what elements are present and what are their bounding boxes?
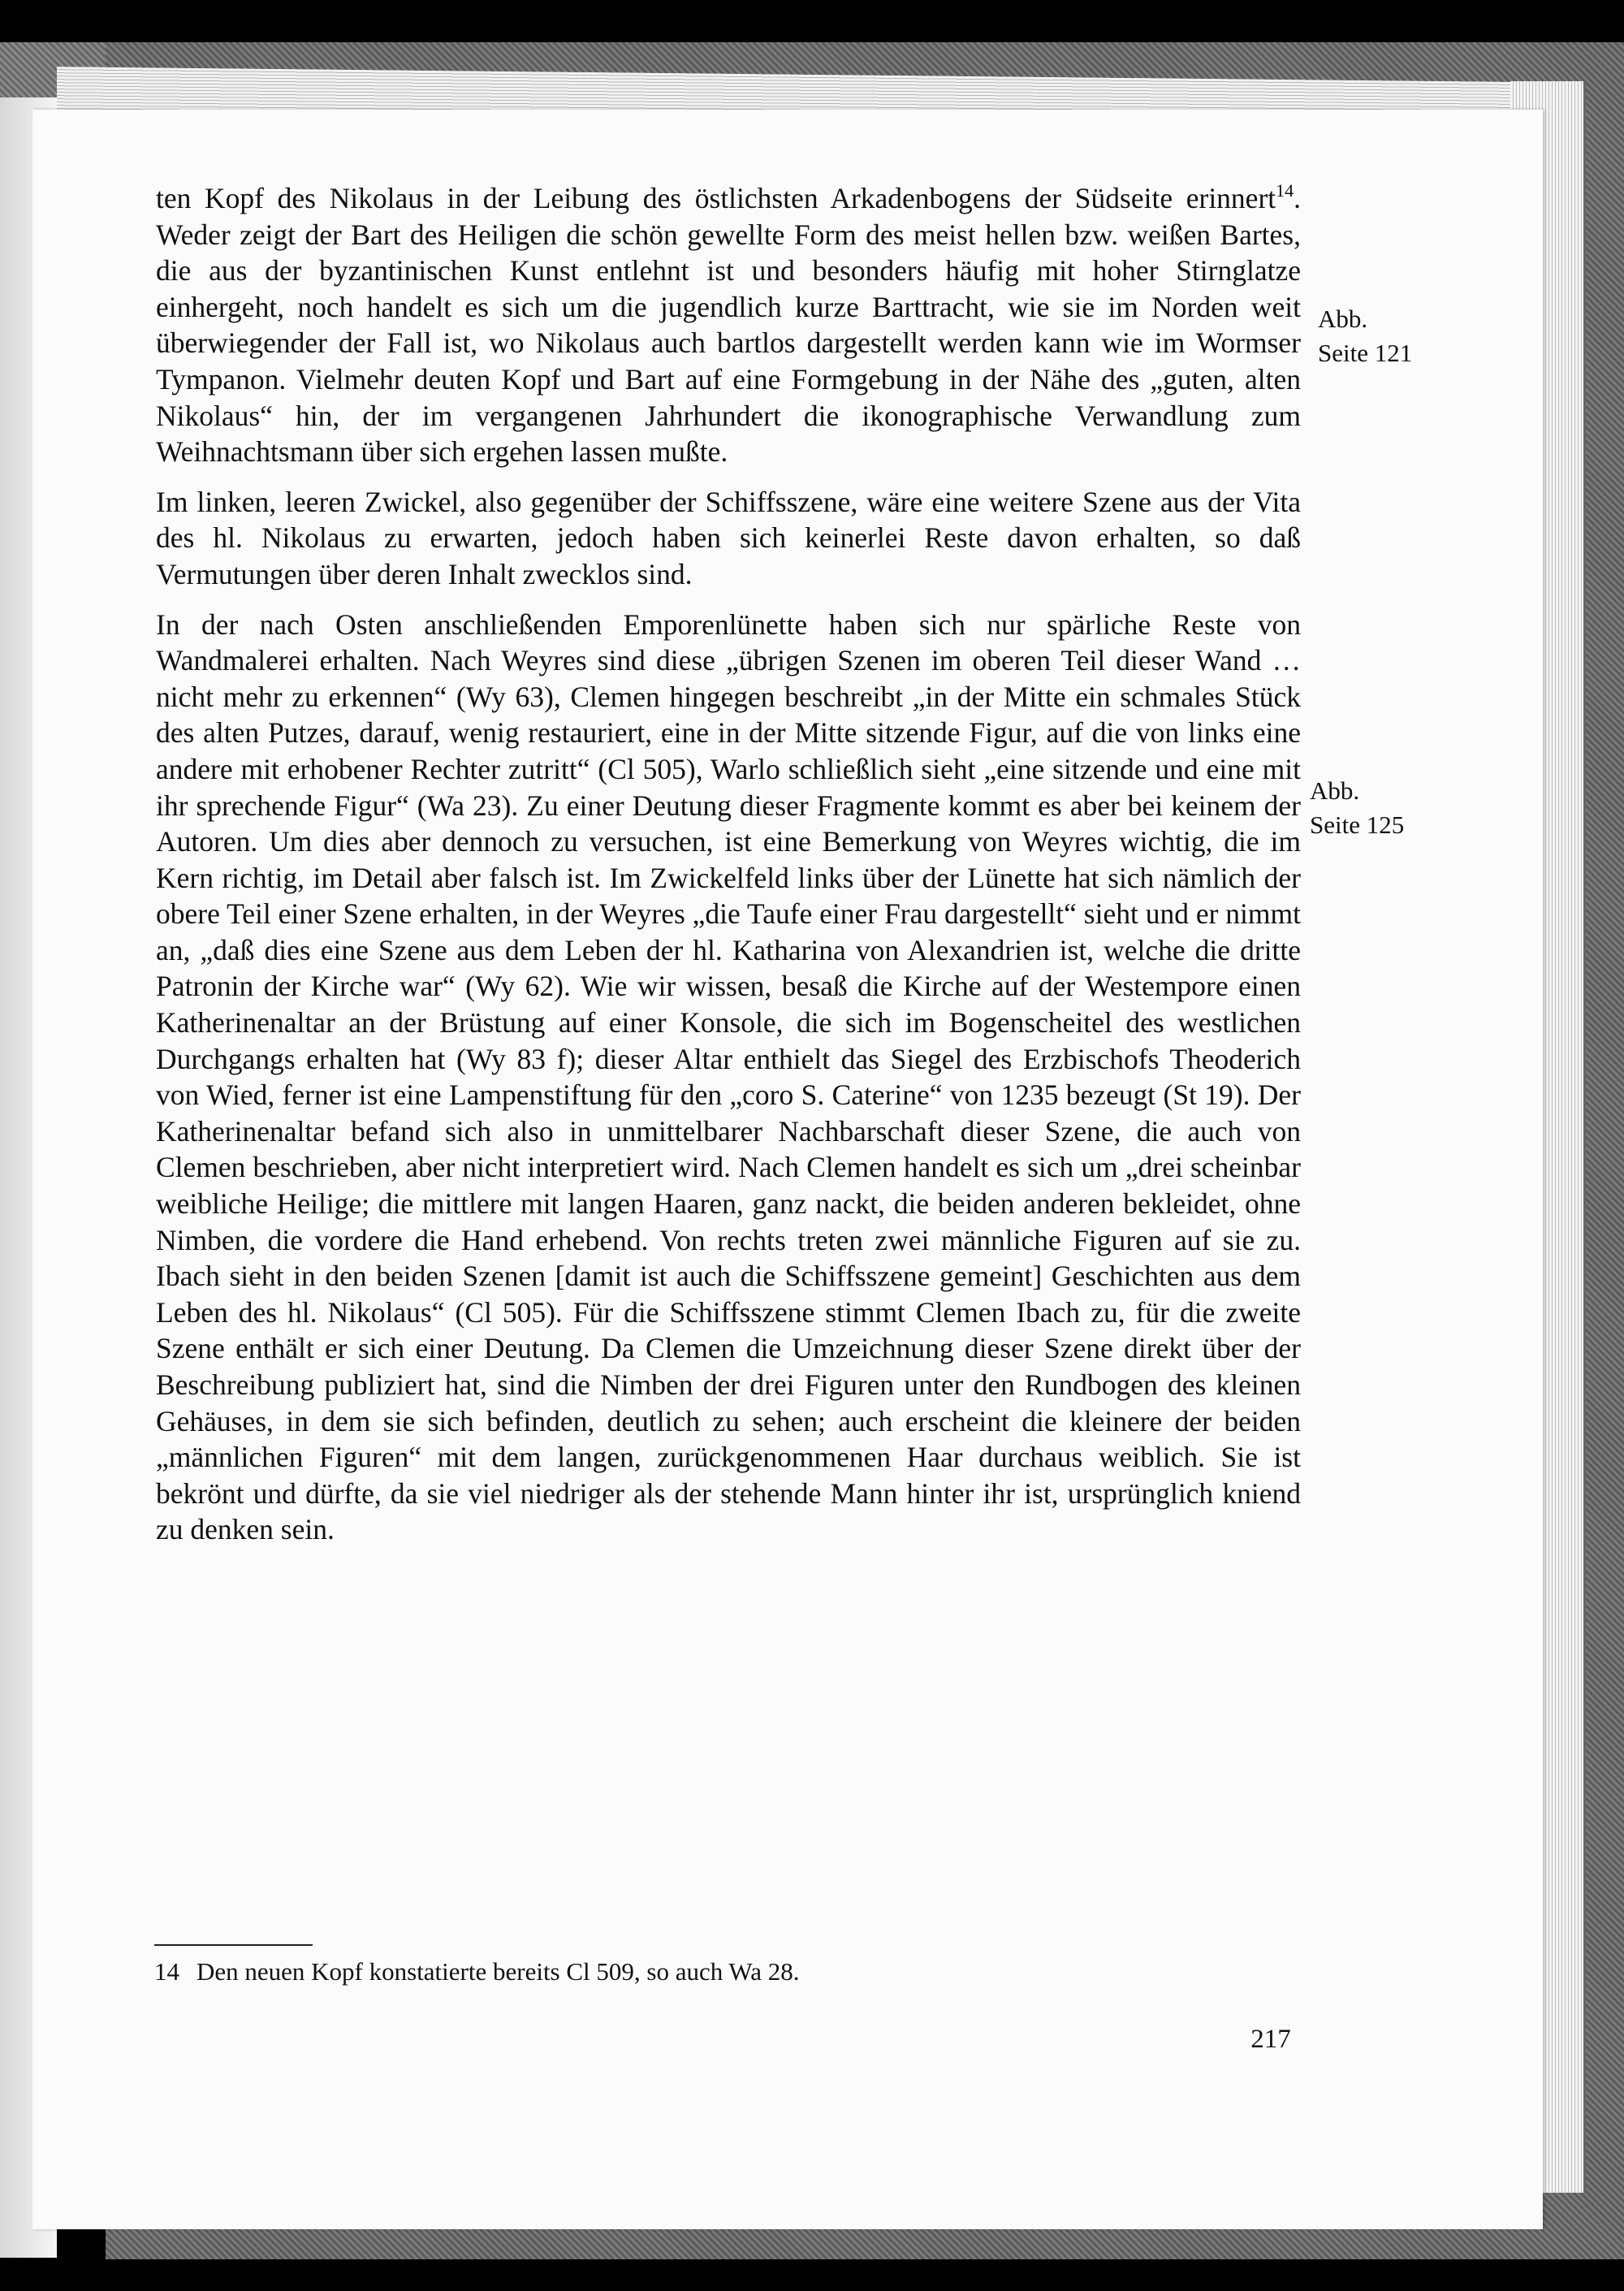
- margin-note-page: Seite 125: [1310, 810, 1405, 839]
- footnote-reference: 14: [1276, 180, 1294, 201]
- margin-note-label: Abb.: [1310, 776, 1360, 805]
- body-text: [156, 180, 1301, 1548]
- paragraph-2: Im linken, leeren Zwickel, also gegenüber der Schiffsszene, wäre eine weitere Szene aus der Vita des hl. Nikolaus zu erwarten, jedoch haben sich keinerlei Reste davon erhalten, so daß Vermutungen über deren Inhalt zwecklos sind.: [156, 485, 1301, 590]
- footnote-number: 14: [154, 1957, 179, 1986]
- margin-note-label: Abb.: [1318, 305, 1368, 333]
- paragraph-3: In der nach Osten anschließenden Emporenlünette haben sich nur spärliche Reste von Wandmalerei erhalten. Nach Weyres sind diese „übrigen Szenen im oberen Teil dieser Wand … nicht mehr zu erkennen“ (Wy 63), Clemen hingegen beschreibt „in der Mitte ein schmales Stück des alten Putzes, darauf, wenig restauriert, eine in der Mitte sitzende Figur, auf die von links eine andere mit erhobener Rechter zutritt“ (Cl 505), Warlo schließlich sieht „eine sitzende und eine mit ihr sprechende Figur“ (Wa 23). Zu einer Deutung dieser Fragmente kommt es aber bei keinem der Autoren. Um dies aber dennoch zu versuchen, ist eine Bemerkung von Weyres wichtig, die im Kern richtig, im Detail aber falsch ist. Im Zwickelfeld links über der Lünette hat sich nämlich der obere Teil einer Szene erhalten, in der Weyres „die Taufe einer Frau dargestellt“ sieht und er nimmt an, „daß dies eine Szene aus dem Leben der hl. Katharina von Alexandrien ist, welche die dritte Patronin der Kirche war“ (Wy 62). Wie wir wissen, besaß die Kirche auf der Westempore einen Katherinenaltar an der Brüstung auf einer Konsole, die sich im Bogenscheitel des westlichen Durchgangs erhalten hat (Wy 83 f); dieser Altar enthielt das Siegel des Erzbischofs Theoderich von Wied, ferner ist eine Lampenstiftung für den „coro S. Caterine“ von 1235 bezeugt (St 19). Der Katherinenaltar befand sich also in unmittelbarer Nachbarschaft dieser Szene, die auch von Clemen beschrieben, aber nicht interpretiert wird. Nach Clemen handelt es sich um „drei scheinbar weibliche Heilige; die mittlere mit langen Haaren, ganz nackt, die beiden anderen bekleidet, ohne Nimben, die vordere die Hand erhebend. Von rechts treten zwei männliche Figuren auf sie zu. Ibach sieht in den beiden Szenen [damit ist auch die Schiffsszene gemeint] Geschichten aus dem Leben des hl. Nikolaus“ (Cl 505). Für die Schiffsszene stimmt Clemen Ibach zu, für die zweite Szene enthält er sich einer Deutung. Da Clemen die Umzeichnung dieser Szene direkt über der Beschreibung publiziert hat, sind die Nimben der drei Figuren unter den Rundbogen des kleinen Gehäuses, in dem sie sich befinden, deutlich zu sehen; auch erscheint die kleinere der beiden „männlichen Figuren“ mit dem langen, zurückgenommenen Haar durchaus weiblich. Sie ist bekrönt und dürfte, da sie viel niedriger als der stehende Mann hinter ihr ist, ursprünglich kniend zu denken sein.: [156, 607, 1301, 1546]
- footnote: [154, 1956, 1210, 1988]
- paragraph-1: [156, 180, 1301, 470]
- paragraph-1-rest: . Weder zeigt der Bart des Heiligen die schön gewellte Form des meist hellen bzw. weißen Bartes, die aus der byzantinischen Kunst entlehnt ist und besonders häufig mit hoher Stirnglatze einhergeht, noch handelt es sich um die jugendlich kurze Barttracht, wie sie im Norden weit überwiegender der Fall ist, wo Nikolaus auch bartlos dargestellt werden kann wie im Wormser Tympanon. Vielmehr deuten Kopf und Bart auf eine Formgebung in der Nähe des „guten, alten Nikolaus“ hin, der im vergangenen Jahrhundert die ikonographische Verwandlung zum Weihnachtsmann über sich ergehen lassen mußte.: [156, 182, 1301, 469]
- margin-note-1: [1318, 302, 1432, 370]
- margin-note-page: Seite 121: [1318, 339, 1413, 367]
- paragraph-1-start: ten Kopf des Nikolaus in der Leibung des östlichsten Arkadenbogens der Südseite erinnert: [156, 182, 1276, 214]
- page-number: 217: [1250, 2025, 1291, 2054]
- footnote-text: Den neuen Kopf konstatierte bereits Cl 509, so auch Wa 28.: [197, 1957, 800, 1986]
- footnote-rule: [154, 1944, 313, 1946]
- margin-note-2: [1310, 774, 1423, 842]
